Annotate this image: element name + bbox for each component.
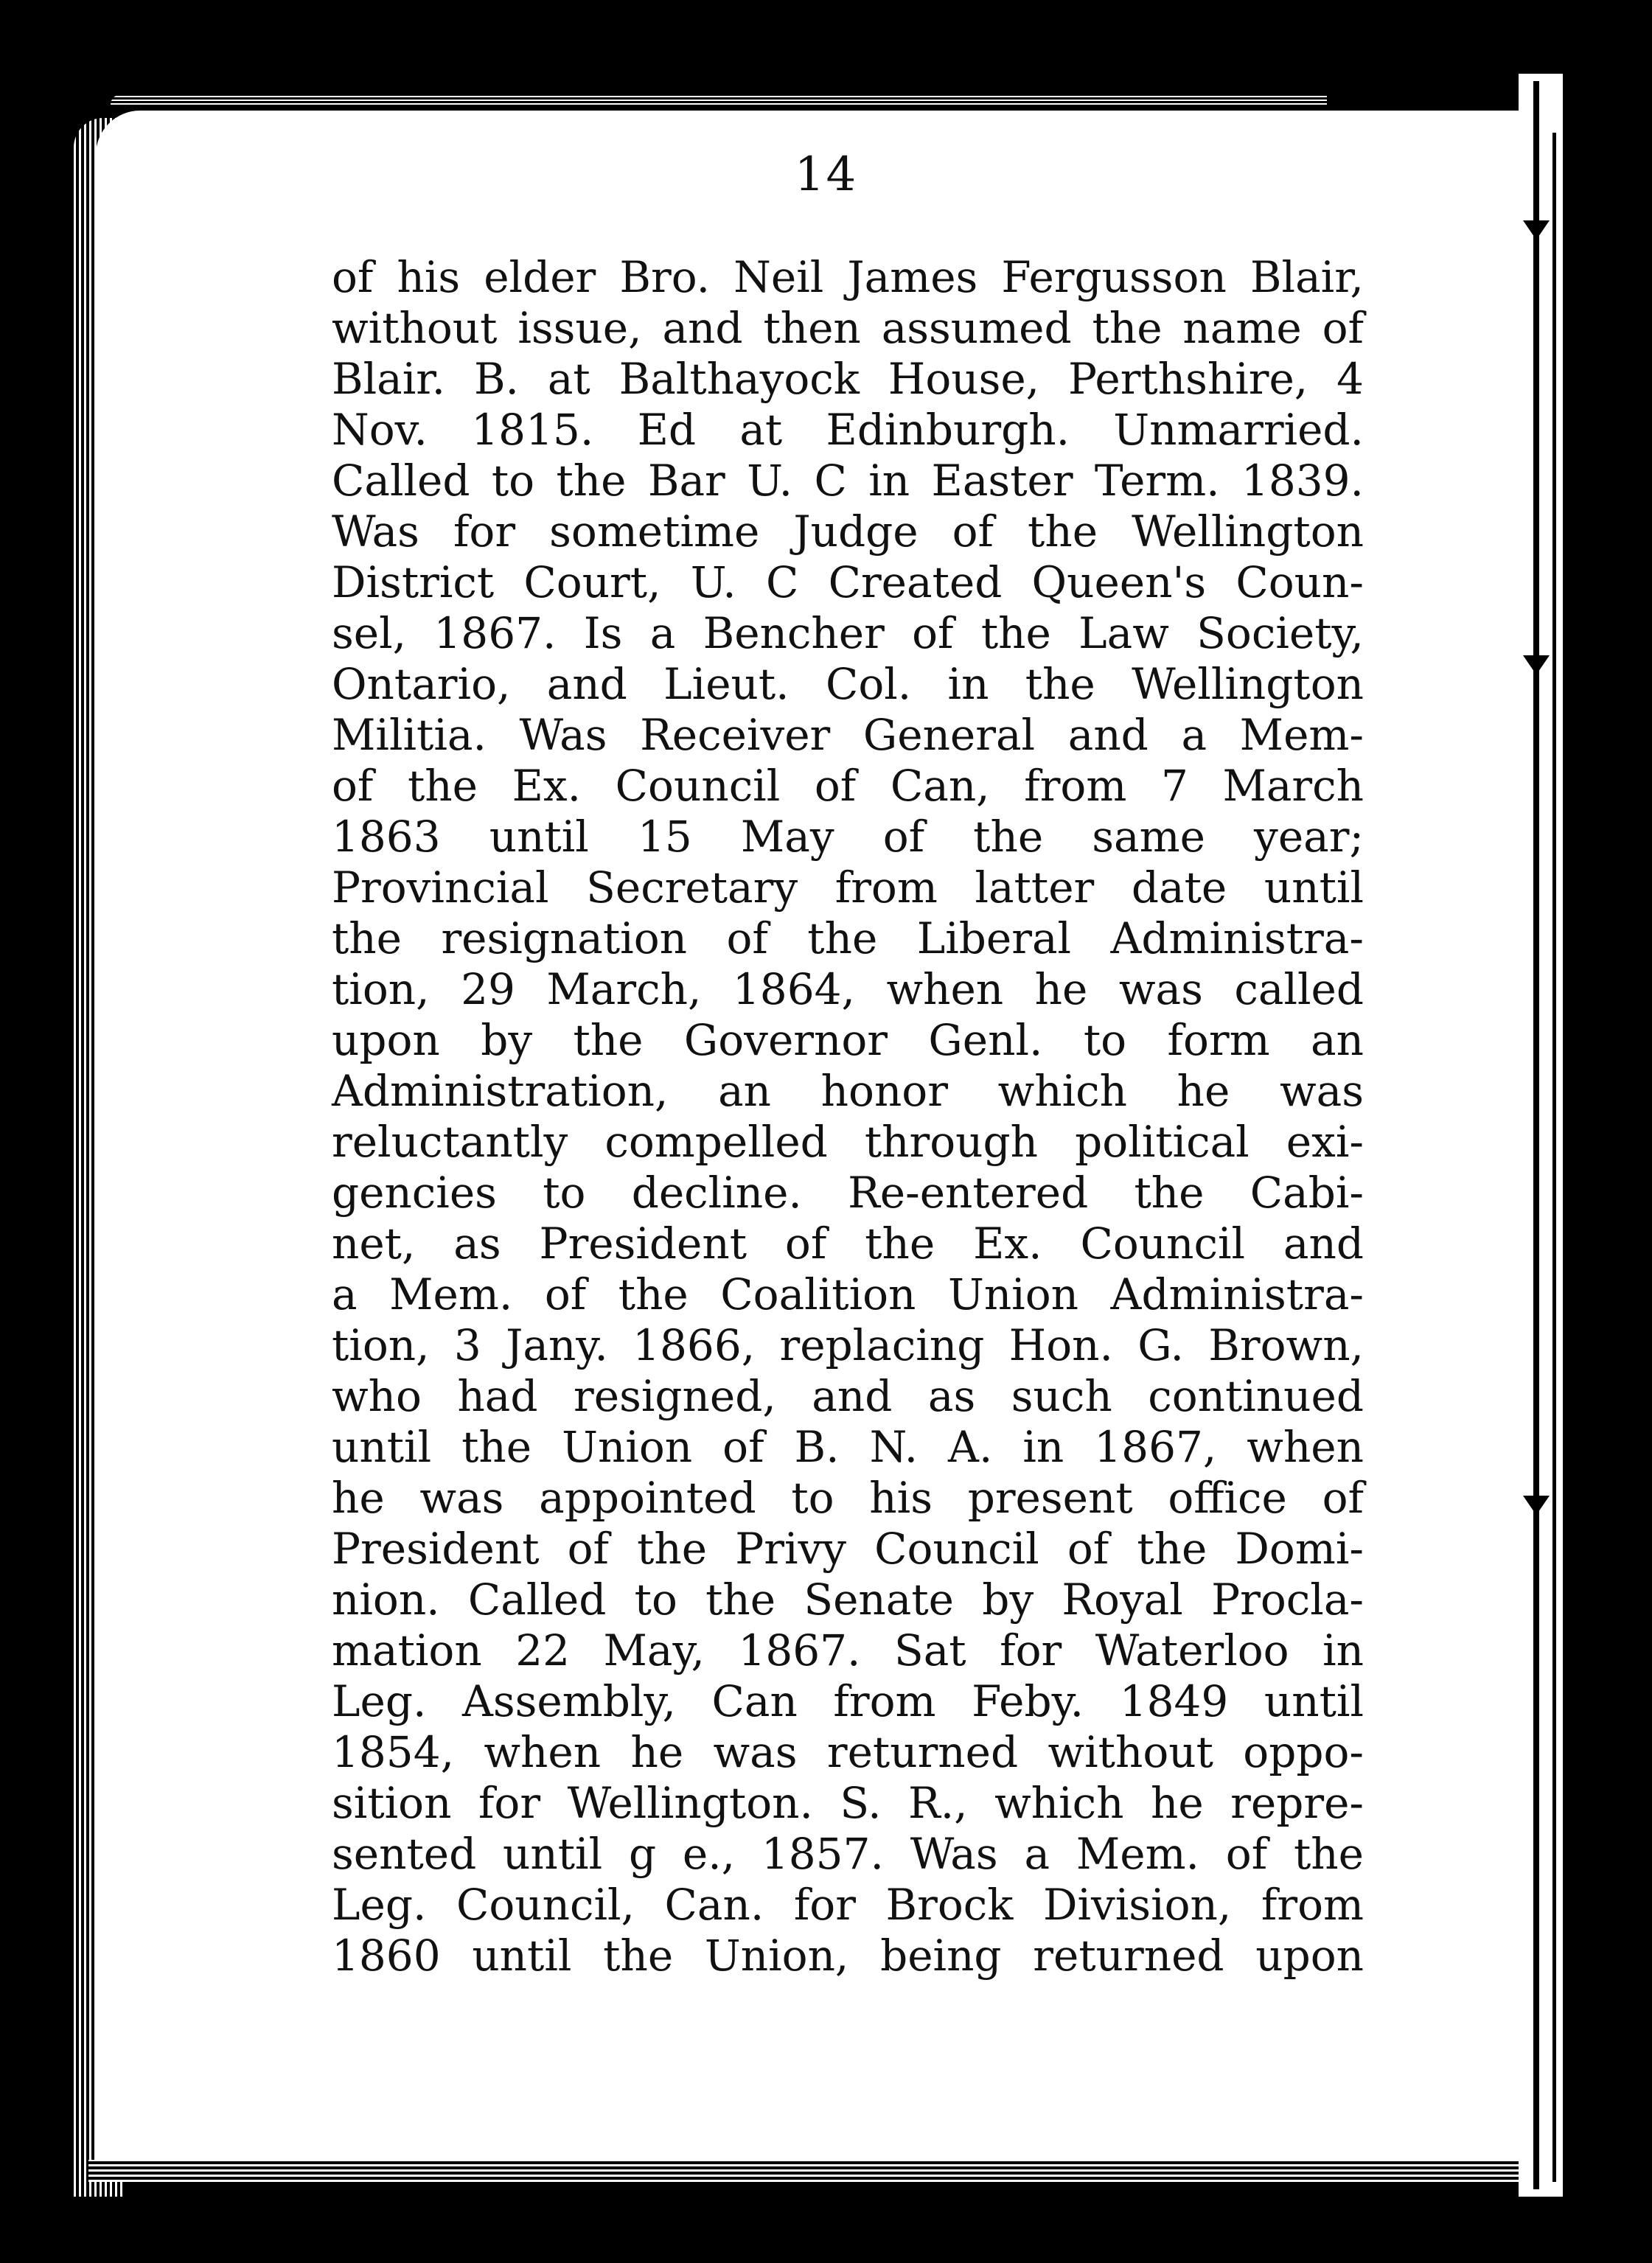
text-line: without issue, and then assumed the name of [332, 303, 1364, 353]
text-line: net, as President of the Ex. Council and [332, 1218, 1364, 1269]
text-line: sented until g e., 1857. Was a Mem. of the [332, 1829, 1364, 1879]
text-line: 1860 until the Union, being returned upon [332, 1931, 1364, 1981]
text-line: of the Ex. Council of Can, from 7 March [332, 761, 1364, 811]
text-line: mation 22 May, 1867. Sat for Waterloo in [332, 1625, 1364, 1676]
text-line: reluctantly compelled through political exi- [332, 1117, 1364, 1167]
text-line: Militia. Was Receiver General and a Mem- [332, 710, 1364, 760]
text-line: the resignation of the Liberal Administra- [332, 913, 1364, 963]
text-line: Was for sometime Judge of the Wellington [332, 506, 1364, 557]
text-line: Ontario, and Lieut. Col. in the Wellington [332, 659, 1364, 709]
page-edges-top [111, 94, 1327, 105]
text-line: nion. Called to the Senate by Royal Procla- [332, 1575, 1364, 1625]
text-line: a Mem. of the Coalition Union Administra- [332, 1269, 1364, 1319]
text-line: 1854, when he was returned without oppo- [332, 1727, 1364, 1777]
page-edges-bottom [88, 2160, 1533, 2182]
text-line: Provincial Secretary from latter date until [332, 862, 1364, 913]
text-line: he was appointed to his present office of [332, 1473, 1364, 1523]
text-line: Leg. Assembly, Can from Feby. 1849 until [332, 1676, 1364, 1726]
text-line: District Court, U. C Created Queen's Coun- [332, 557, 1364, 607]
spine-line [1533, 81, 1539, 2189]
text-line: 1863 until 15 May of the same year; [332, 812, 1364, 862]
text-line: tion, 3 Jany. 1866, replacing Hon. G. Brown, [332, 1320, 1364, 1370]
text-line: Called to the Bar U. C in Easter Term. 1839. [332, 456, 1364, 506]
text-line: until the Union of B. N. A. in 1867, when [332, 1422, 1364, 1472]
text-line: gencies to decline. Re-entered the Cabi- [332, 1168, 1364, 1218]
text-line: tion, 29 March, 1864, when he was called [332, 964, 1364, 1014]
text-line: Administration, an honor which he was [332, 1066, 1364, 1116]
text-line: Leg. Council, Can. for Brock Division, from [332, 1880, 1364, 1930]
text-line: who had resigned, and as such continued [332, 1371, 1364, 1421]
text-line: sel, 1867. Is a Bencher of the Law Society, [332, 608, 1364, 658]
spine-line-inner [1552, 133, 1556, 2182]
book-spine [1519, 74, 1563, 2197]
text-line: Blair. B. at Balthayock House, Perthshire, 4 [332, 354, 1364, 404]
text-line: President of the Privy Council of the Domi- [332, 1524, 1364, 1574]
text-line: Nov. 1815. Ed at Edinburgh. Unmarried. [332, 405, 1364, 455]
text-line: upon by the Governor Genl. to form an [332, 1015, 1364, 1065]
body-text [332, 252, 1364, 1981]
text-line: of his elder Bro. Neil James Fergusson Blair, [332, 252, 1364, 302]
text-line: sition for Wellington. S. R., which he repre- [332, 1778, 1364, 1828]
page-number: 14 [794, 147, 858, 202]
